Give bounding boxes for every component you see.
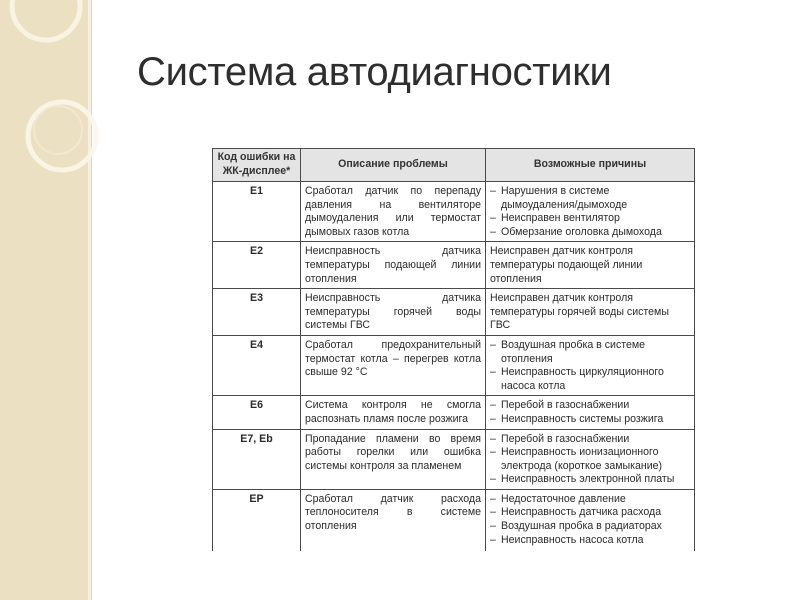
possible-causes-cell <box>486 396 695 429</box>
cause-item: – Неисправность электронной платы <box>490 473 690 487</box>
cause-item: – Неисправность системы розжига <box>490 413 690 427</box>
causes-list <box>490 493 690 547</box>
table-body <box>213 182 695 551</box>
causes-list <box>490 185 690 239</box>
problem-description-cell: Сработал предохранительный термостат котла – перегрев котла свыше 92 °С <box>301 335 486 395</box>
decorative-rings-icon <box>0 0 130 250</box>
error-code-cell: E7, Eb <box>213 429 301 489</box>
table-row <box>213 335 695 395</box>
error-code-cell: E4 <box>213 335 301 395</box>
error-codes-table <box>212 148 695 551</box>
cause-item: электрода (короткое замыкание) <box>501 459 663 472</box>
table-header-row <box>213 149 695 182</box>
causes-list <box>490 245 690 286</box>
problem-description-cell: Система контроля не смогла распознать пламя после розжига <box>301 396 486 429</box>
cause-item: дымоудаления/дымоходе <box>501 198 628 211</box>
causes-list <box>490 292 690 333</box>
possible-causes-cell <box>486 489 695 551</box>
problem-description-cell: Пропадание пламени во время работы горелки или ошибка системы контроля за пламенем <box>301 429 486 489</box>
error-code-cell: EP <box>213 489 301 551</box>
possible-causes-cell <box>486 242 695 289</box>
table-row <box>213 289 695 336</box>
problem-description-cell: Сработал датчик по перепаду давления на вентиляторе дымоудаления или термостат дымовых газов котла <box>301 182 486 242</box>
cause-item: – Неисправен вентилятор <box>490 212 690 226</box>
problem-description-cell: Сработал датчик расхода теплоносителя в системе отопления <box>301 489 486 551</box>
cause-item: – Воздушная пробка в радиаторах <box>490 520 690 534</box>
error-code-cell: E2 <box>213 242 301 289</box>
causes-list <box>490 433 690 487</box>
cause-item: – Неисправность ионизационного <box>490 446 690 460</box>
cause-item: – Недостаточное давление <box>490 493 690 507</box>
problem-description-cell: Неисправность датчика температуры горячей воды системы ГВС <box>301 289 486 336</box>
error-code-cell: E1 <box>213 182 301 242</box>
possible-causes-cell <box>486 182 695 242</box>
possible-causes-cell <box>486 429 695 489</box>
header-causes: Возможные причины <box>486 149 695 182</box>
table-row <box>213 396 695 429</box>
possible-causes-cell <box>486 335 695 395</box>
table-row <box>213 242 695 289</box>
cause-item: Неисправен датчик контроля температуры подающей линии отопления <box>490 245 643 285</box>
cause-item: – Неисправность циркуляционного <box>490 366 690 380</box>
table-row <box>213 429 695 489</box>
error-code-cell: E6 <box>213 396 301 429</box>
possible-causes-cell <box>486 289 695 336</box>
cause-item: – Обмерзание оголовка дымохода <box>490 226 690 240</box>
cause-item: – Неисправность датчика расхода <box>490 506 690 520</box>
causes-list <box>490 339 690 393</box>
cause-item: – Неисправность насоса котла <box>490 534 690 548</box>
slide-title: Система автодиагностики <box>137 50 612 94</box>
table-row <box>213 489 695 551</box>
cause-item: – Воздушная пробка в системе отопления <box>490 339 690 366</box>
cause-item: – Нарушения в системе <box>490 185 690 199</box>
header-code: Код ошибки на ЖК-дисплее* <box>213 149 301 182</box>
cause-item: – Перебой в газоснабжении <box>490 399 690 413</box>
problem-description-cell: Неисправность датчика температуры подающей линии отопления <box>301 242 486 289</box>
cause-item: насоса котла <box>501 379 566 392</box>
cause-item: – Перебой в газоснабжении <box>490 433 690 447</box>
error-code-cell: E3 <box>213 289 301 336</box>
cause-item: Неисправен датчик контроля температуры горячей воды системы ГВС <box>490 292 669 332</box>
causes-list <box>490 399 690 426</box>
header-description: Описание проблемы <box>301 149 486 182</box>
table-row <box>213 182 695 242</box>
